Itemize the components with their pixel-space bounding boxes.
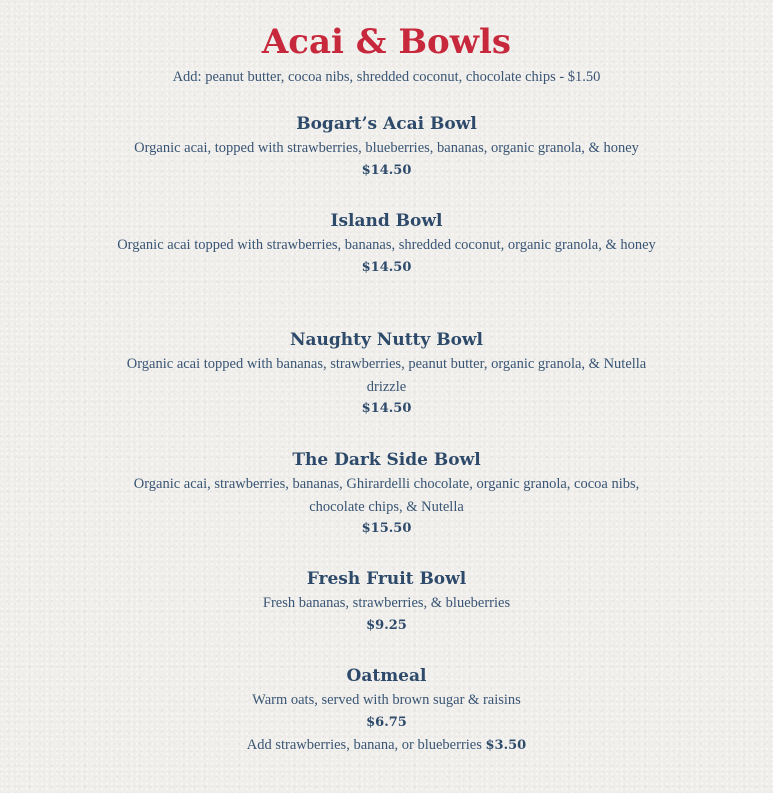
item-name: Oatmeal <box>346 666 427 686</box>
item-name: Fresh Fruit Bowl <box>306 569 467 589</box>
menu-item-island-bowl <box>108 208 665 279</box>
item-price: $14.50 <box>361 259 412 275</box>
item-description: Organic acai topped with strawberries, bananas, shredded coconut, organic granola, & honey <box>117 237 656 253</box>
item-price: $14.50 <box>361 401 412 416</box>
menu-item-naughty-nutty-bowl <box>108 327 665 420</box>
menu-item-fresh-fruit-bowl <box>108 566 665 637</box>
item-name: Naughty Nutty Bowl <box>289 330 483 350</box>
menu-item-oatmeal <box>108 663 665 757</box>
item-description: Organic acai, strawberries, bananas, Ghirardelli chocolate, organic granola, cocoa nibs, chocolate chips, & Nutella <box>133 476 640 515</box>
item-name: Island Bowl <box>330 211 443 231</box>
menu-item-dark-side-bowl <box>108 447 665 540</box>
item-price: $9.25 <box>366 617 407 633</box>
item-addon <box>108 734 665 757</box>
item-addon-text: Add strawberries, banana, or blueberries <box>246 736 482 753</box>
addon-note: Add: peanut butter, cocoa nibs, shredded coconut, chocolate chips - $1.50 <box>172 69 601 85</box>
item-description: Organic acai topped with bananas, strawberries, peanut butter, organic granola, & Nutella drizzle <box>126 356 647 395</box>
item-name: The Dark Side Bowl <box>292 450 481 470</box>
item-addon-price: $3.50 <box>485 737 527 753</box>
menu-item-bogarts-acai-bowl <box>108 111 665 182</box>
item-price: $6.75 <box>366 714 407 730</box>
item-price: $14.50 <box>361 162 412 178</box>
item-price: $15.50 <box>361 521 412 536</box>
item-description: Fresh bananas, strawberries, & blueberries <box>262 595 511 611</box>
item-description: Warm oats, served with brown sugar & raisins <box>252 692 521 708</box>
item-description: Organic acai, topped with strawberries, blueberries, bananas, organic granola, & honey <box>134 140 639 156</box>
item-name: Bogart’s Acai Bowl <box>296 114 477 134</box>
menu-title: Acai & Bowls <box>261 22 512 62</box>
